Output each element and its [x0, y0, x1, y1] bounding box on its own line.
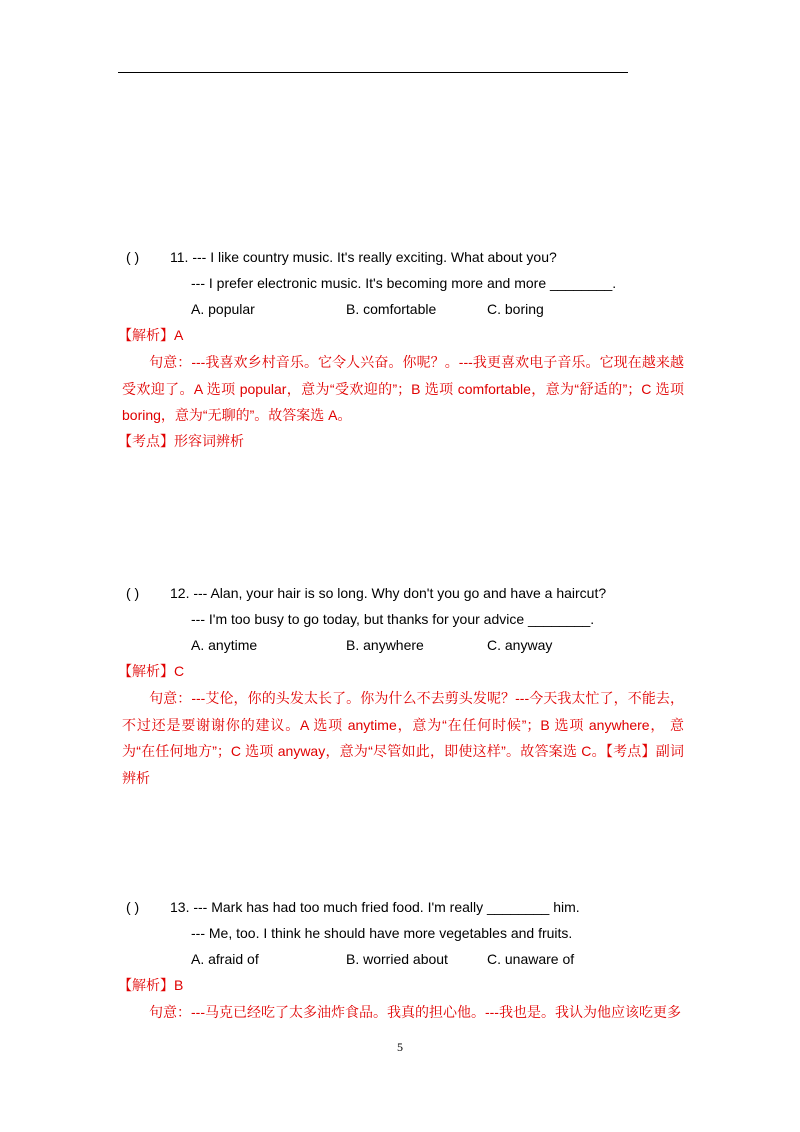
- q12-explanation-text: 句意：---艾伦，你的头发太长了。你为什么不去剪头发呢？---今天我太忙了，不能去，不过还是要谢谢你的建议。A 选项 anytime，意为“在任何时候”；B 选项 anywhere， 意为“在任何地方”；C 选项 anyway，意为“尽管如此，即使这样”。故答案选 C。【考点】副词辨析: [122, 690, 684, 786]
- q13-explanation: [122, 999, 684, 1026]
- q11-kaodian: 【考点】形容词辨析: [118, 433, 244, 449]
- q11-question-line: 11. --- I like country music. It's really exciting. What about you?: [170, 249, 557, 265]
- q12-analysis-label: 【解析】C: [118, 663, 185, 679]
- q12-option-a: A. anytime: [191, 637, 258, 653]
- q13-question-line: 13. --- Mark has had too much fried food. I'm really ________ him.: [170, 899, 580, 915]
- q13-option-b: B. worried about: [346, 951, 448, 967]
- q12-response-line: --- I'm too busy to go today, but thanks for your advice ________.: [191, 611, 595, 627]
- q12-explanation: [122, 685, 684, 791]
- q13-analysis-label: 【解析】B: [118, 977, 184, 993]
- q13-option-a: A. afraid of: [191, 951, 259, 967]
- q12-option-b: B. anywhere: [346, 637, 424, 653]
- q11-response-line: --- I prefer electronic music. It's becoming more and more ________.: [191, 275, 617, 291]
- q12-answer-paren: ( ): [126, 585, 140, 601]
- q11-option-a: A. popular: [191, 301, 255, 317]
- q11-answer-paren: ( ): [126, 249, 140, 265]
- q13-answer-paren: ( ): [126, 899, 140, 915]
- page-number: 5: [397, 1040, 403, 1054]
- q11-explanation: [122, 349, 684, 429]
- q12-question-line: 12. --- Alan, your hair is so long. Why don't you go and have a haircut?: [170, 585, 607, 601]
- q13-response-line: --- Me, too. I think he should have more vegetables and fruits.: [191, 925, 573, 941]
- q12-option-c: C. anyway: [487, 637, 553, 653]
- q11-option-b: B. comfortable: [346, 301, 437, 317]
- header-rule: [118, 72, 628, 73]
- q11-analysis-label: 【解析】A: [118, 327, 184, 343]
- q13-explanation-text: 句意：---马克已经吃了太多油炸食品。我真的担心他。---我也是。我认为他应该吃更多: [149, 1004, 681, 1020]
- q13-option-c: C. unaware of: [487, 951, 575, 967]
- q11-explanation-text: 句意：---我喜欢乡村音乐。它令人兴奋。你呢？。---我更喜欢电子音乐。它现在越来越受欢迎了。A 选项 popular，意为“受欢迎的”；B 选项 comfortable，意为“舒适的”；C 选项 boring，意为“无聊的”。故答案选 A。: [122, 354, 684, 423]
- q11-option-c: C. boring: [487, 301, 544, 317]
